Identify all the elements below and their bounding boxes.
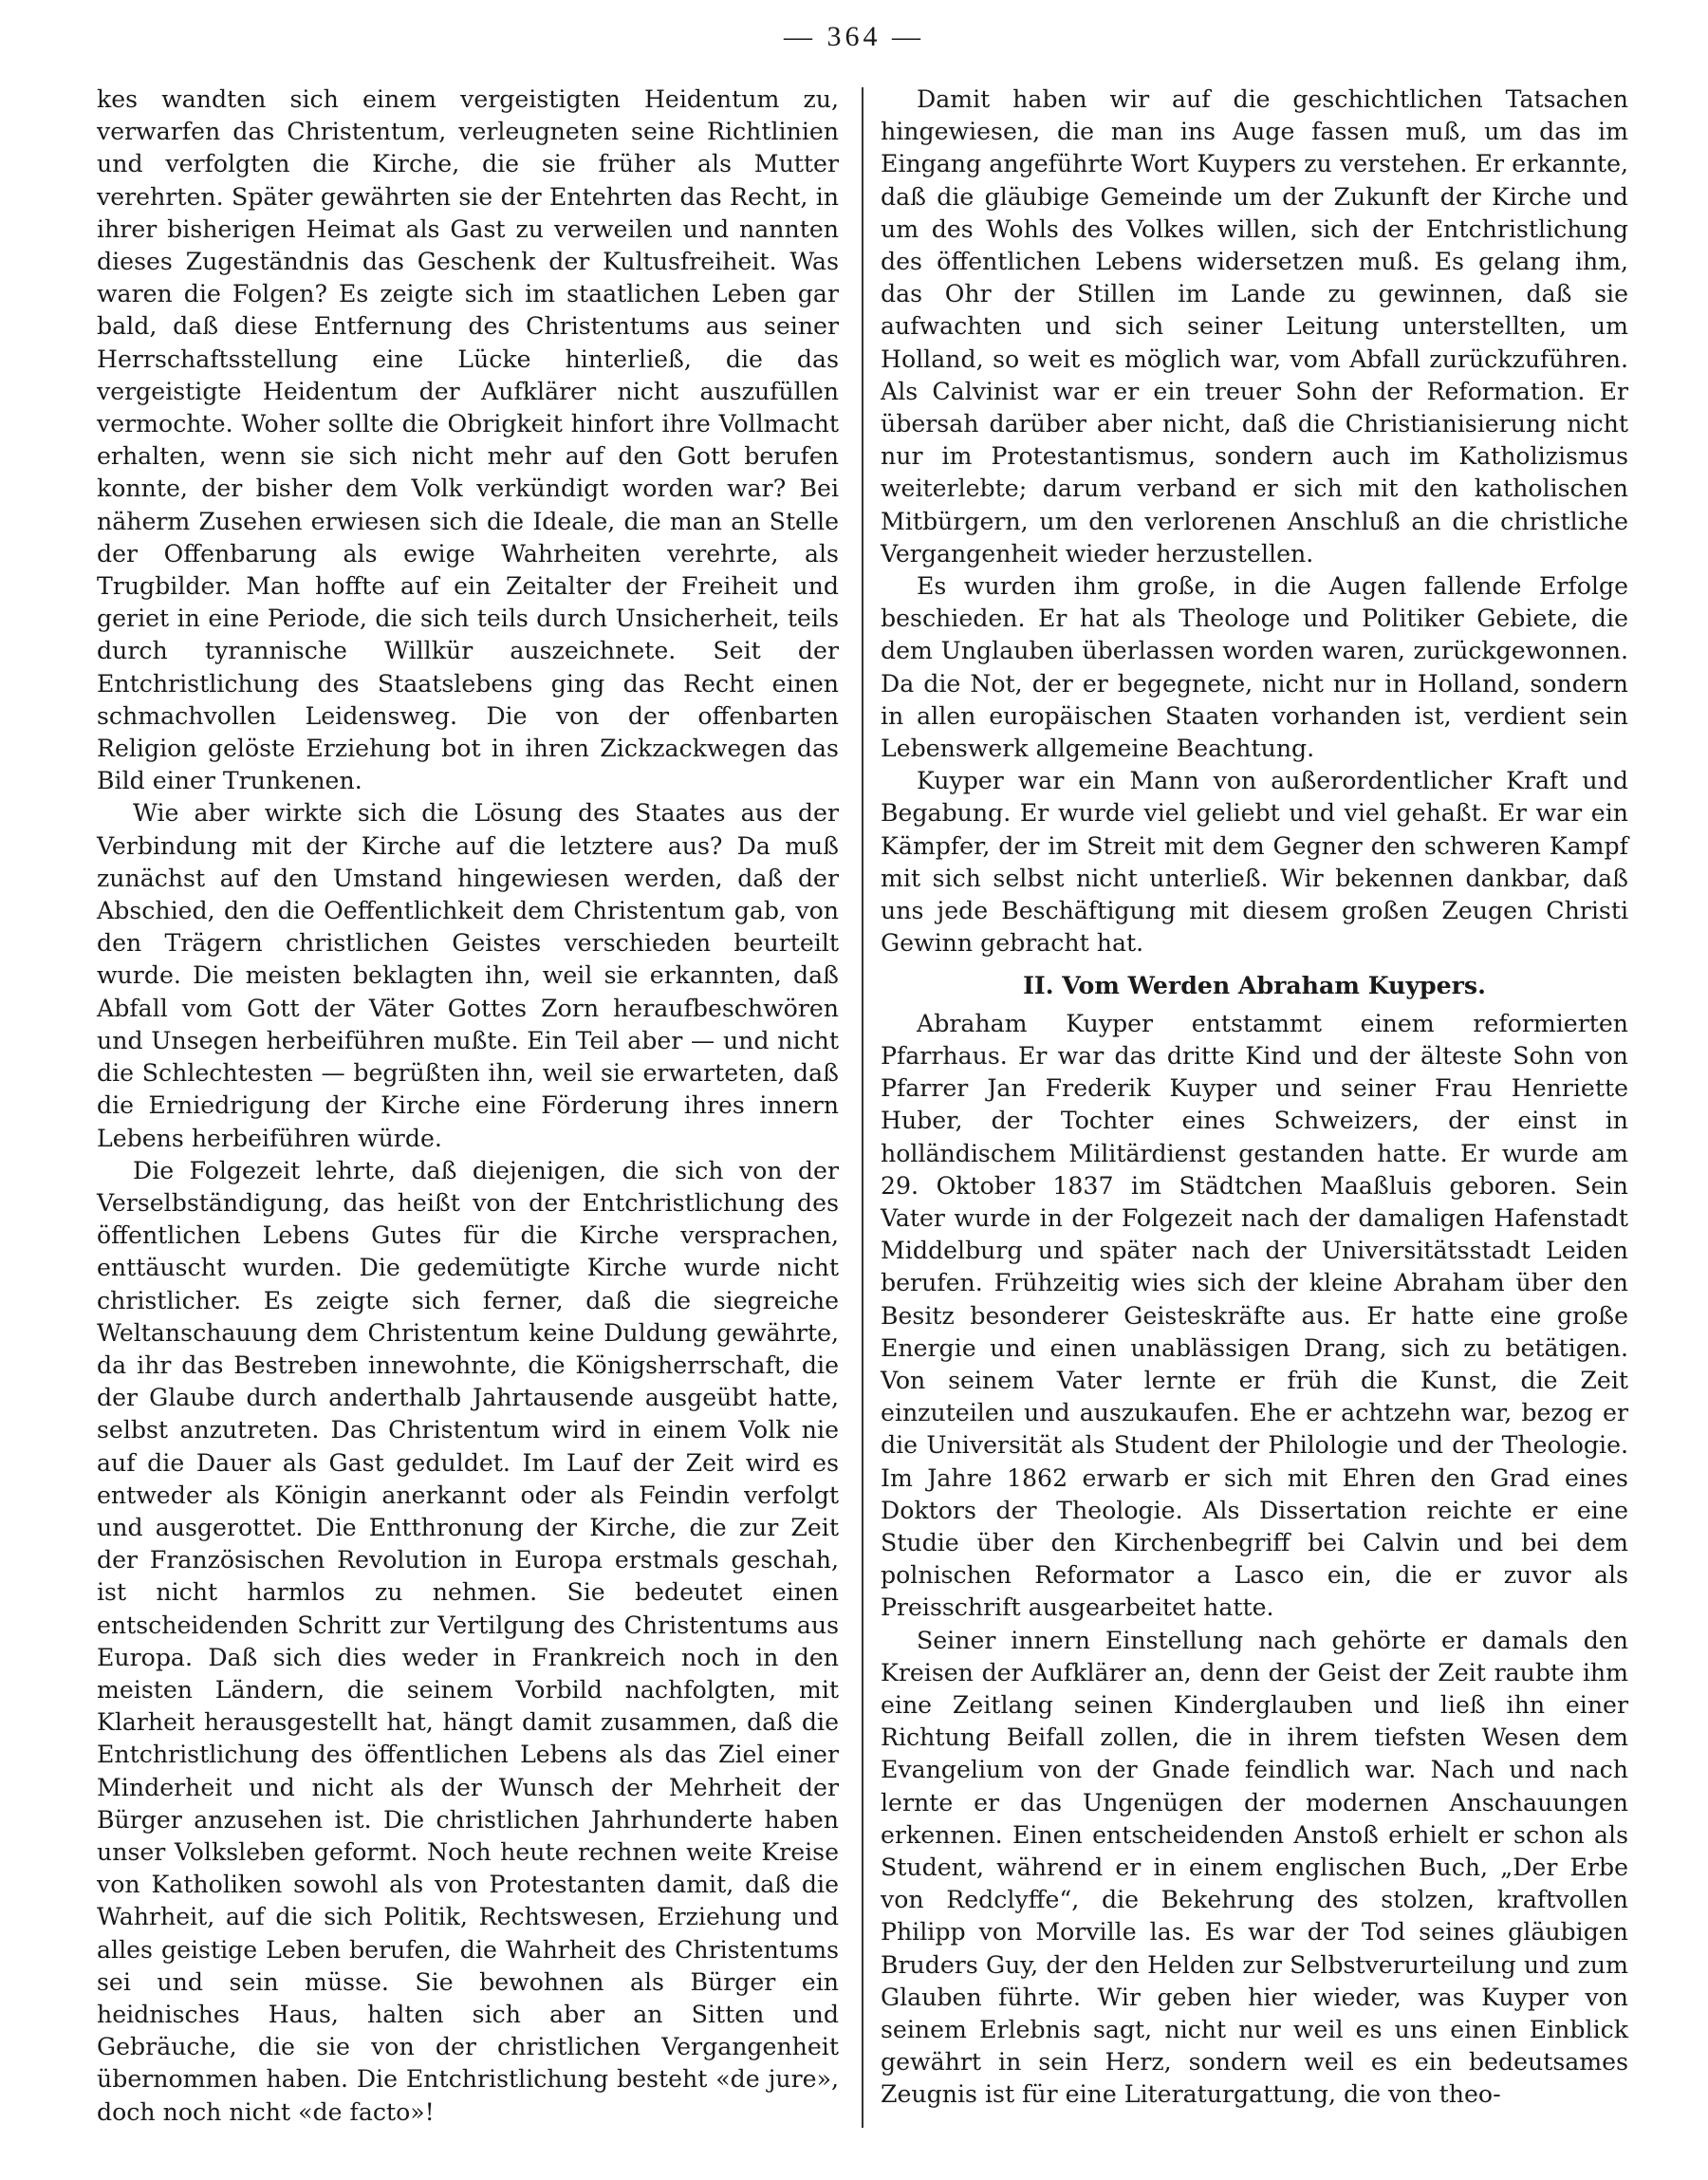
- column-divider: [862, 87, 863, 2128]
- paragraph: Die Folgezeit lehrte, daß diejenigen, die sich von der Verselbständigung, das heißt von der Entchristlichung des öffentlichen Lebens Gutes für die Kirche versprachen, enttäuscht wurden. Die gedemütigte Kirche wurde nicht christlicher. Es zeigte sich ferner, daß die siegreiche Weltanschauung dem Christentum keine Duldung gewährte, da ihr das Bestreben innewohnte, die Königsherrschaft, die der Glaube durch anderthalb Jahrtausende ausgeübt hatte, selbst anzutreten. Das Christentum wird in einem Volk nie auf die Dauer als Gast geduldet. Im Lauf der Zeit wird es entweder als Königin anerkannt oder als Feindin verfolgt und ausgerottet. Die Entthronung der Kirche, die zur Zeit der Französischen Revolution in Europa erstmals geschah, ist nicht harmlos zu nehmen. Sie bedeutet einen entscheidenden Schritt zur Vertilgung des Christentums aus Europa. Daß sich dies weder in Frankreich noch in den meisten Ländern, die seinem Vorbild nachfolgten, mit Klarheit herausgestellt hat, hängt damit zusammen, daß die Entchristlichung des öffentlichen Lebens als das Ziel einer Minderheit und nicht als der Wunsch der Mehrheit der Bürger anzusehen ist. Die christlichen Jahrhunderte haben unser Volksleben geformt. Noch heute rechnen weite Kreise von Katholiken sowohl als von Protestanten damit, daß die Wahrheit, auf die sich Politik, Rechtswesen, Erziehung und alles geistige Leben berufen, die Wahrheit des Christentums sei und sein müsse. Sie bewohnen als Bürger ein heidnisches Haus, halten sich aber an Sitten und Gebräuche, die sie von der christlichen Vergangenheit übernommen haben. Die Entchristlichung besteht «de jure», doch noch nicht «de facto»!: [97, 1156, 839, 2126]
- page-number: — 364 —: [784, 21, 924, 52]
- paragraph: Kuyper war ein Mann von außerordentlicher Kraft und Begabung. Er wurde viel geliebt und viel gehaßt. Er war ein Kämpfer, der im Streit mit dem Gegner den schweren Kampf mit sich selbst nicht unterließ. Wir bekennen dankbar, daß uns jede Beschäftigung mit diesem großen Zeugen Christi Gewinn gebracht hat.: [881, 767, 1628, 958]
- paragraph: kes wandten sich einem vergeistigten Heidentum zu, verwarfen das Christentum, verleugneten seine Richtlinien und verfolgten die Kirche, die sie früher als Mutter verehrten. Später gewährten sie der Entehrten das Recht, in ihrer bisherigen Heimat als Gast zu verweilen und nannten dieses Zugeständnis das Geschenk der Kultusfreiheit. Was waren die Folgen? Es zeigte sich im staatlichen Leben gar bald, daß diese Entfernung des Christentums aus seiner Herrschaftsstellung eine Lücke hinterließ, die das vergeistigte Heidentum der Aufklärer nicht auszufüllen vermochte. Woher sollte die Obrigkeit hinfort ihre Vollmacht erhalten, wenn sie sich nicht mehr auf den Gott berufen konnte, der bisher dem Volk verkündigt worden war? Bei näherm Zusehen erwiesen sich die Ideale, die man an Stelle der Offenbarung als ewige Wahrheiten verehrte, als Trugbilder. Man hoffte auf ein Zeitalter der Freiheit und geriet in eine Periode, die sich teils durch Unsicherheit, teils durch tyrannische Willkür auszeichnete. Seit der Entchristlichung des Staatslebens ging das Recht einen schmachvollen Leidensweg. Die von der offenbarten Religion gelöste Erziehung bot in ihren Zickzackwegen das Bild einer Trunkenen.: [97, 85, 839, 795]
- paragraph: Seiner innern Einstellung nach gehörte er damals den Kreisen der Aufklärer an, denn der Geist der Zeit raubte ihm eine Zeitlang seinen Kinderglauben und ließ ihn einer Richtung Beifall zollen, die in ihrem tiefsten Wesen dem Evangelium von der Gnade feindlich war. Nach und nach lernte er das Ungenügen der modernen Anschauungen erkennen. Einen entscheidenden Anstoß erhielt er schon als Student, während er in einem englischen Buch, „Der Erbe von Redclyffe“, die Bekehrung des stolzen, kraftvollen Philipp von Morville las. Es war der Tod seines gläubigen Bruders Guy, der den Helden zur Selbstverurteilung und zum Glauben führte. Wir geben hier wieder, was Kuyper von seinem Erlebnis sagt, nicht nur weil es uns einen Einblick gewährt in sein Herz, sondern weil es ein bedeutsames Zeugnis ist für eine Literaturgattung, die von theo-: [881, 1626, 1628, 2109]
- left-column: [97, 84, 839, 2129]
- paragraph: Es wurden ihm große, in die Augen fallende Erfolge beschieden. Er hat als Theologe und Politiker Gebiete, die dem Unglauben überlassen worden waren, zurückgewonnen. Da die Not, der er begegnete, nicht nur in Holland, sondern in allen europäischen Staaten vorhanden ist, verdient sein Lebenswerk allgemeine Beachtung.: [881, 572, 1628, 763]
- paragraph: Wie aber wirkte sich die Lösung des Staates aus der Verbindung mit der Kirche auf die letztere aus? Da muß zunächst auf den Umstand hingewiesen werden, daß der Abschied, den die Oeffentlichkeit dem Christentum gab, von den Trägern christlichen Geistes verschieden beurteilt wurde. Die meisten beklagten ihn, weil sie erkannten, daß Abfall vom Gott der Väter Gottes Zorn heraufbeschwören und Unsegen herbeiführen mußte. Ein Teil aber — und nicht die Schlechtesten — begrüßten ihn, weil sie erwarteten, daß die Erniedrigung der Kirche eine Förderung ihres innern Lebens herbeiführen würde.: [97, 799, 839, 1152]
- right-column: [881, 84, 1628, 2112]
- section-heading: II. Vom Werden Abraham Kuypers.: [1023, 971, 1486, 1000]
- paragraph: Abraham Kuyper entstammt einem reformierten Pfarrhaus. Er war das dritte Kind und der älteste Sohn von Pfarrer Jan Frederik Kuyper und seiner Frau Henriette Huber, der Tochter eines Schweizers, der einst in holländischem Militärdienst gestanden hatte. Er wurde am 29. Oktober 1837 im Städtchen Maaßluis geboren. Sein Vater wurde in der Folgezeit nach der damaligen Hafenstadt Middelburg und später nach der Universitätsstadt Leiden berufen. Frühzeitig wies sich der kleine Abraham über den Besitz besonderer Geisteskräfte aus. Er hatte eine große Energie und einen unablässigen Drang, sich zu betätigen. Von seinem Vater lernte er früh die Kunst, die Zeit einzuteilen und auszukaufen. Ehe er achtzehn war, bezog er die Universität als Student der Philologie und der Theologie. Im Jahre 1862 erwarb er sich mit Ehren den Grad eines Doktors der Theologie. Als Dissertation reichte er eine Studie über den Kirchenbegriff bei Calvin und bei dem polnischen Reformator a Lasco ein, die er zuvor als Preisschrift ausgearbeitet hatte.: [881, 1009, 1628, 1622]
- paragraph: Damit haben wir auf die geschichtlichen Tatsachen hingewiesen, die man ins Auge fassen muß, um das im Eingang angeführte Wort Kuypers zu verstehen. Er erkannte, daß die gläubige Gemeinde um der Zukunft der Kirche und um des Wohls des Volkes willen, sich der Entchristlichung des öffentlichen Lebens widersetzen muß. Es gelang ihm, das Ohr der Stillen im Lande zu gewinnen, daß sie aufwachten und sich seiner Leitung unterstellten, um Holland, so weit es möglich war, vom Abfall zurückzuführen. Als Calvinist war er ein treuer Sohn der Reformation. Er übersah darüber aber nicht, daß die Christianisierung nicht nur im Protestantismus, sondern auch im Katholizismus weiterlebte; darum verband er sich mit den katholischen Mitbürgern, um den verlorenen Anschluß an die christliche Vergangenheit wieder herzustellen.: [881, 85, 1628, 568]
